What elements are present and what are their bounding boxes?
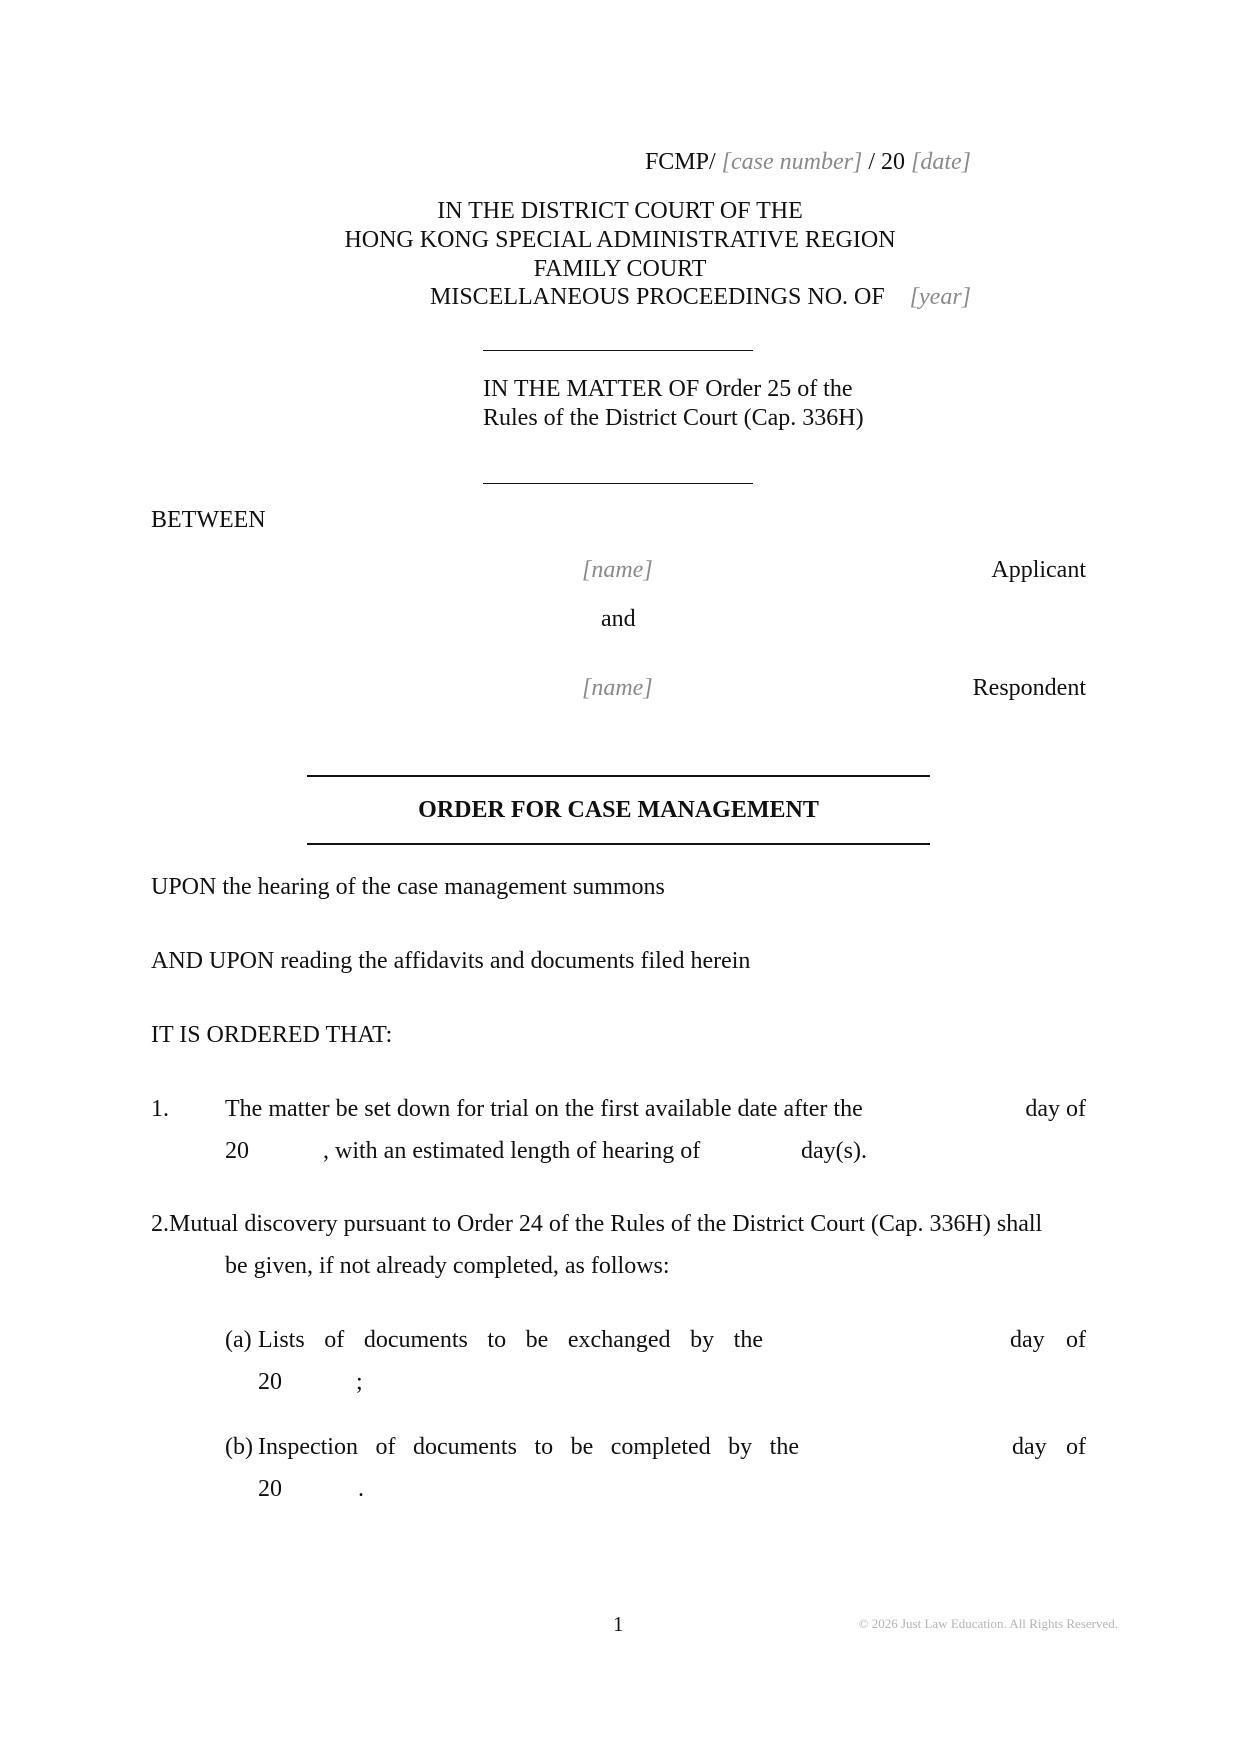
and-label: and — [601, 606, 636, 632]
item-2b-day-word: day — [1012, 1434, 1047, 1460]
applicant-label: Applicant — [991, 557, 1086, 583]
case-ref-prefix: FCMP/ — [644, 149, 716, 175]
item-2b-label: (b) — [225, 1434, 253, 1460]
respondent-label: Respondent — [972, 675, 1086, 701]
recital-upon: UPON the hearing of the case management summons — [151, 874, 665, 900]
case-number-placeholder: [case number] — [721, 149, 863, 175]
court-line-3: FAMILY COURT — [533, 256, 707, 282]
item-2b-of-word: of — [1066, 1434, 1086, 1460]
page-number: 1 — [613, 1612, 624, 1636]
recital-ordered: IT IS ORDERED THAT: — [151, 1022, 393, 1048]
item-2a-day-word: day — [1010, 1327, 1045, 1353]
item-2b-word: of — [375, 1434, 396, 1460]
item-2a-word: exchanged — [567, 1327, 671, 1353]
item-2a-word: by — [690, 1327, 715, 1353]
item-2b-year-prefix: 20 — [258, 1476, 282, 1502]
recital-and-upon: AND UPON reading the affidavits and documents filed herein — [151, 948, 751, 974]
court-heading — [310, 197, 930, 284]
case-date-placeholder: [date] — [911, 149, 971, 175]
court-line-1: IN THE DISTRICT COURT OF THE — [437, 198, 803, 224]
item-2b-word: Inspection — [258, 1434, 358, 1460]
item-2b-word: documents — [412, 1434, 517, 1460]
item-2b-word: by — [728, 1434, 753, 1460]
matter-line-2: Rules of the District Court (Cap. 336H) — [483, 405, 864, 431]
item-2-line-1: 2.Mutual discovery pursuant to Order 24 of the Rules of the District Court (Cap. 336H) shall — [151, 1211, 1043, 1237]
between-label: BETWEEN — [151, 507, 266, 533]
item-2b-day-of — [1012, 1435, 1086, 1459]
item-2a-words — [258, 1328, 763, 1352]
item-2b-words — [258, 1435, 799, 1459]
court-line-2: HONG KONG SPECIAL ADMINISTRATIVE REGION — [344, 227, 896, 253]
item-2a-year-prefix: 20 — [258, 1369, 282, 1395]
item-2a-terminator: ; — [356, 1369, 363, 1395]
item-2b-word: be — [570, 1434, 594, 1460]
item-1-day-of: day of — [1025, 1096, 1086, 1122]
item-2a-word: Lists — [258, 1327, 305, 1353]
item-2a-of-word: of — [1066, 1327, 1086, 1353]
item-1-days-text: day(s). — [801, 1138, 867, 1164]
order-title: ORDER FOR CASE MANAGEMENT — [418, 797, 819, 823]
item-2-line-2: be given, if not already completed, as follows: — [225, 1253, 670, 1279]
item-2b-word: the — [769, 1434, 799, 1460]
item-1-estimate-text: , with an estimated length of hearing of — [323, 1138, 701, 1164]
case-ref-separator: / 20 — [868, 149, 905, 175]
divider-rule-1 — [483, 350, 753, 351]
court-year-placeholder: [year] — [909, 284, 971, 310]
item-2a-word: documents — [363, 1327, 468, 1353]
item-1-number: 1. — [151, 1096, 169, 1122]
item-2a-word: to — [487, 1327, 507, 1353]
matter-line-1: IN THE MATTER OF Order 25 of the — [483, 376, 853, 402]
item-2a-label: (a) — [225, 1327, 252, 1353]
item-1-line-1: The matter be set down for trial on the first available date after the — [225, 1096, 863, 1122]
item-1-year-prefix: 20 — [225, 1138, 249, 1164]
court-line-4: MISCELLANEOUS PROCEEDINGS NO. OF — [430, 284, 885, 310]
item-2a-word: the — [733, 1327, 763, 1353]
copyright-notice: © 2026 Just Law Education. All Rights Reserved. — [858, 1616, 1118, 1631]
item-2b-word: to — [534, 1434, 554, 1460]
applicant-name-placeholder: [name] — [582, 557, 653, 583]
item-2a-day-of — [1010, 1328, 1086, 1352]
item-2a-word: be — [525, 1327, 549, 1353]
divider-rule-2 — [483, 483, 753, 484]
title-rule-bottom — [307, 843, 930, 845]
item-2b-word: completed — [610, 1434, 711, 1460]
item-2b-terminator: . — [358, 1476, 364, 1502]
case-reference — [645, 150, 971, 174]
title-rule-top — [307, 775, 930, 777]
respondent-name-placeholder: [name] — [582, 675, 653, 701]
item-2a-word: of — [324, 1327, 345, 1353]
